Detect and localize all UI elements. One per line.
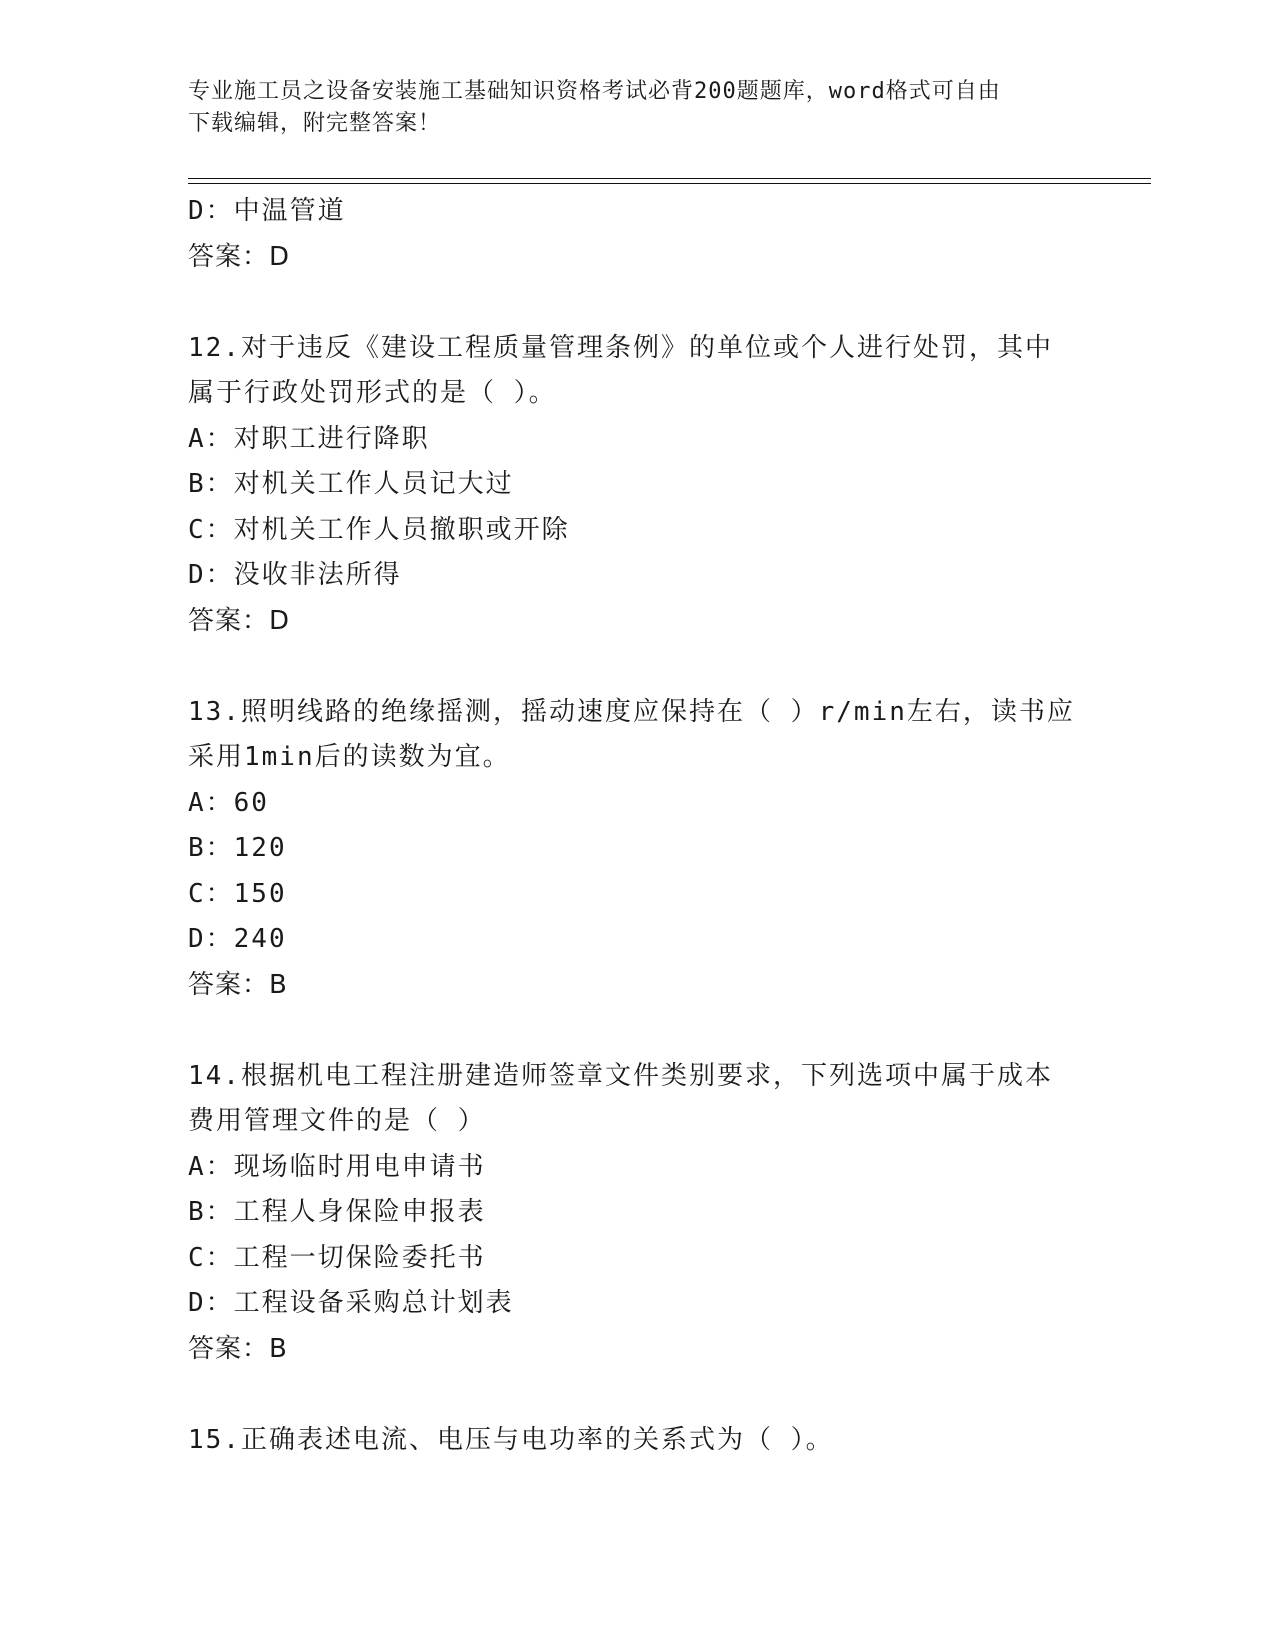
option-d: D：没收非法所得 [188,560,402,590]
option-b: B：对机关工作人员记大过 [188,469,514,499]
answer-line: 答案：D [188,605,291,636]
spacer [188,1372,1088,1418]
header-divider-bottom [188,183,1151,184]
answer-line: 答案：D [188,241,291,272]
question-stem-line-2: 属于行政处罚形式的是（ ）。 [188,378,557,408]
option-b: B：工程人身保险申报表 [188,1197,486,1227]
page-header [188,76,1088,140]
option-c: C：对机关工作人员撤职或开除 [188,514,570,545]
spacer [188,280,1088,326]
header-divider-top [188,178,1151,179]
option-b: B：120 [188,833,287,863]
option-d: D：240 [188,924,287,954]
question-12 [188,326,1088,645]
question-stem-line-2: 采用1min后的读数为宜。 [188,742,511,772]
header-title-line-2: 下载编辑，附完整答案！ [188,111,442,136]
option-d: D：工程设备采购总计划表 [188,1288,514,1318]
question-stem-line-1: 14.根据机电工程注册建造师签章文件类别要求，下列选项中属于成本 [188,1060,1053,1091]
question-content [188,189,1088,1463]
spacer [188,644,1088,690]
question-14 [188,1054,1088,1373]
answer-line: 答案：B [188,969,288,1000]
question-15 [188,1418,1088,1464]
option-c: C：150 [188,878,287,909]
question-stem-line-1: 12.对于违反《建设工程质量管理条例》的单位或个人进行处罚，其中 [188,332,1053,363]
spacer [188,1008,1088,1054]
question-13 [188,690,1088,1009]
option-a: A：现场临时用电申请书 [188,1151,486,1182]
question-11-tail [188,189,1088,280]
question-stem-line-1: 15.正确表述电流、电压与电功率的关系式为（ ）。 [188,1424,834,1455]
question-stem-line-2: 费用管理文件的是（ ） [188,1106,486,1136]
option-d: D：中温管道 [188,196,346,226]
question-stem-line-1: 13.照明线路的绝缘摇测，摇动速度应保持在（ ）r/min左右，读书应 [188,696,1075,727]
header-title-line-1: 专业施工员之设备安装施工基础知识资格考试必背200题题库，word格式可自由 [188,79,1001,104]
option-c: C：工程一切保险委托书 [188,1242,486,1273]
option-a: A：对职工进行降职 [188,423,430,454]
option-a: A：60 [188,787,269,818]
answer-line: 答案：B [188,1333,288,1364]
